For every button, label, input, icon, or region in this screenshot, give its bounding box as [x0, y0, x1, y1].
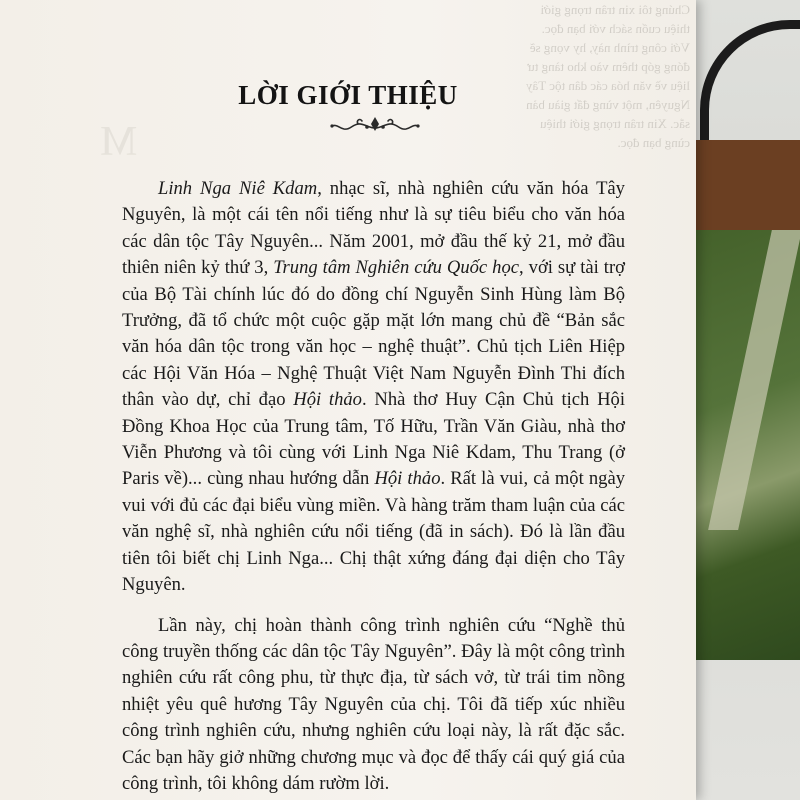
text-run: . Rất là vui, cả một ngày vui với đủ các đại biểu vùng miền. Và hàng trăm tham luận của các văn nghệ sĩ, nhà nghiên cứu nổi tiếng (đã in sách). Đó là lần đầu tiên tôi biết chị Linh Nga... Chị thật xứng đáng đại diện cho Tây Nguyên.	[122, 468, 625, 596]
italic-text: Linh Nga Niê Kdam	[158, 178, 318, 199]
decorative-divider-icon	[328, 114, 422, 138]
paragraph-2	[122, 613, 625, 798]
text-run: , nhạc sĩ, nhà nghiên cứu văn hóa Tây Nguyên, là một cái tên nổi tiếng như là sự tiêu biểu cho văn hóa các dân tộc Tây Nguyên... Năm 2001, mở đầu thế kỷ 21, mở đầu thiên niên kỷ thứ 3,	[122, 178, 625, 279]
text-run: , với sự tài trợ của Bộ Tài chính lúc đó do đồng chí Nguyễn Sinh Hùng làm Bộ Trưởng, đã tổ chức một cuộc gặp mặt lớn mang chủ đề “Bản sắc văn hóa dân tộc trong văn học – nghệ thuật”. Chủ tịch Liên Hiệp các Hội Văn Hóa – Nghệ Thuật Việt Nam Nguyễn Đình Thi đích thân vào dự, chỉ đạo	[122, 257, 625, 411]
italic-text: Trung tâm Nghiên cứu Quốc học	[273, 257, 520, 279]
italic-text: Hội thảo	[293, 389, 362, 411]
text-run: Lần này, chị hoàn thành công trình nghiên cứu “Nghề thủ công truyền thống các dân tộc Tây Nguyên”. Đây là một công trình nghiên cứu rất công phu, từ thực địa, từ sách vở, từ trái tim nồng nhiệt yêu quê hương Tây Nguyên của chị. Tôi đã tiếp xúc nhiều công trình nghiên cứu, nhưng nghiên cứu loại này, là rất đặc sắc. Các bạn hãy giở những chương mục và đọc để thấy cái quý giá của công trình, tôi không dám rườm lời.	[122, 614, 625, 794]
italic-text: Hội thảo	[374, 468, 441, 490]
text-run: . Nhà thơ Huy Cận Chủ tịch Hội Đồng Khoa Học của Trung tâm, Tố Hữu, Trần Văn Giàu, nhà thơ Viễn Phương và tôi cùng với Linh Nga Niê Kdam, Thu Trang (ở Paris về)... cùng nhau hướng dẫn	[122, 389, 625, 490]
introduction-body	[122, 176, 625, 797]
show-through-heading: M	[100, 119, 138, 165]
paragraph-1	[122, 176, 625, 599]
page-title: LỜI GIỚI THIỆU	[238, 80, 458, 110]
show-through-text: Chúng tôi xin trân trọng giới thiệu cuốn sách với bạn đọc. Với công trình này, hy vọng sẽ đóng góp thêm vào kho tàng tư liệu về văn hóa các dân tộc Tây Nguyên, một vùng đất giàu bản sắc. Xin trân trọng giới thiệu cùng bạn đọc.	[526, 2, 690, 150]
